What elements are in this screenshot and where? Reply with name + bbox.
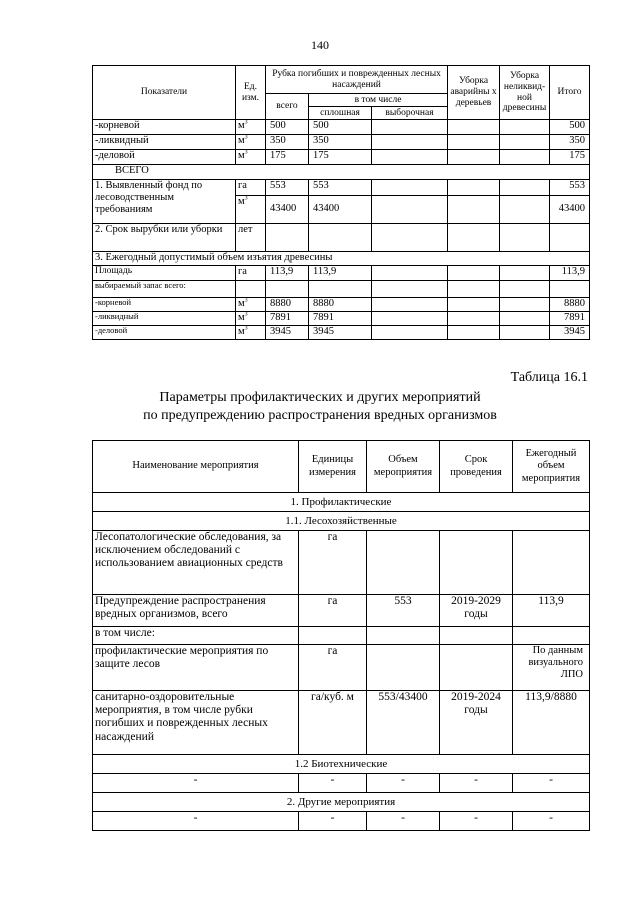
row-vsego: 7891 [266, 312, 309, 326]
ploshad-label: Площадь [93, 266, 236, 281]
measure-term: 2019-2024 годы [440, 691, 513, 755]
table-row [93, 298, 590, 312]
row-sploshnaya: 175 [309, 150, 372, 165]
header-annual: Ежегодный объем мероприятия [513, 441, 590, 493]
empty-dash: - [513, 812, 590, 831]
header-uborka-nelikvid: Уборка неликвид- ной древесины [500, 66, 550, 120]
measure-annual: 113,9/8880 [513, 691, 590, 755]
row-unit: $м^3$ [236, 312, 266, 326]
measures-table [92, 440, 590, 831]
section-1: 1. Профилактические [93, 493, 590, 512]
measure-volume: 553/43400 [367, 691, 440, 755]
row-unit: $м^3$ [236, 150, 266, 165]
empty-dash: - [440, 774, 513, 793]
empty-dash: - [513, 774, 590, 793]
table-row [93, 312, 590, 326]
empty-dash: - [93, 774, 299, 793]
ploshad-sploshnaya: 113,9 [309, 266, 372, 281]
row-sploshnaya: 7891 [309, 312, 372, 326]
header-vsego: всего [266, 94, 309, 120]
row-label: -ликвидный [93, 312, 236, 326]
srok-unit: лет [236, 224, 266, 252]
row-itogo: 8880 [550, 298, 590, 312]
row-itogo: 7891 [550, 312, 590, 326]
header-unit: Ед. изм. [236, 66, 266, 120]
row-label: -корневой [93, 298, 236, 312]
empty-dash: - [93, 812, 299, 831]
row-sploshnaya: 8880 [309, 298, 372, 312]
ploshad-unit: га [236, 266, 266, 281]
harvest-table [92, 65, 590, 340]
section-2: 2. Другие мероприятия [93, 793, 590, 812]
measure-unit: га [299, 595, 367, 627]
empty-dash: - [299, 812, 367, 831]
row-unit: $м^3$ [236, 120, 266, 135]
header-unit: Единицы измерения [299, 441, 367, 493]
table-row [93, 595, 590, 627]
row-unit: $м^3$ [236, 326, 266, 340]
row-label: -корневой [93, 120, 236, 135]
row-vsego: 8880 [266, 298, 309, 312]
header-volume: Объем мероприятия [367, 441, 440, 493]
row-label: -деловой [93, 150, 236, 165]
row-itogo: 3945 [550, 326, 590, 340]
table-row [93, 627, 590, 645]
row-itogo: 500 [550, 120, 590, 135]
empty-dash: - [367, 812, 440, 831]
fond-unit-ga: га [236, 180, 266, 196]
fond-unit-m3: $м^3$ [236, 196, 266, 224]
empty-dash: - [299, 774, 367, 793]
zapas-label: выбираемый запас всего: [93, 281, 236, 298]
measure-unit: га [299, 531, 367, 595]
row-label: -ликвидный [93, 135, 236, 150]
section-1-1: 1.1. Лесохозяйственные [93, 512, 590, 531]
vsego-heading: ВСЕГО [93, 165, 590, 180]
page-number: 140 [311, 38, 329, 52]
fond-itogo-m3: 43400 [550, 196, 590, 224]
ezhegod-heading: 3. Ежегодный допустимый объем изъятия древесины [93, 252, 590, 266]
row-sploshnaya: 3945 [309, 326, 372, 340]
measure-name: санитарно-оздоровительные мероприятия, в том числе рубки погибших и поврежденных лесных насаждений [93, 691, 299, 755]
row-unit: $м^3$ [236, 298, 266, 312]
fond-label: 1. Выявленный фонд по лесоводственным требованиям [93, 180, 236, 224]
row-itogo: 350 [550, 135, 590, 150]
header-term: Срок проведения [440, 441, 513, 493]
table-row [93, 691, 590, 755]
row-unit: $м^3$ [236, 135, 266, 150]
measure-unit: га [299, 645, 367, 691]
measure-annual: 113,9 [513, 595, 590, 627]
header-sploshnaya: сплошная [309, 107, 372, 120]
header-v-tom-chisle: в том числе [309, 94, 448, 107]
header-pokazateli: Показатели [93, 66, 236, 120]
header-vyborochnaya: выборочная [372, 107, 448, 120]
row-sploshnaya: 350 [309, 135, 372, 150]
table-row [93, 120, 590, 135]
fond-sploshnaya-m3: 43400 [309, 196, 372, 224]
measure-name: профилактические мероприятия по защите лесов [93, 645, 299, 691]
table-row [93, 645, 590, 691]
fond-sploshnaya-ga: 553 [309, 180, 372, 196]
empty-dash: - [440, 812, 513, 831]
table-title-line1: Параметры профилактических и других мероприятий [159, 390, 481, 405]
table-label: Таблица 16.1 [510, 370, 588, 385]
header-itogo: Итого [550, 66, 590, 120]
header-name: Наименование мероприятия [93, 441, 299, 493]
measure-name: Предупреждение распространения вредных организмов, всего [93, 595, 299, 627]
measure-name: в том числе: [93, 627, 299, 645]
row-sploshnaya: 500 [309, 120, 372, 135]
fond-vsego-ga: 553 [266, 180, 309, 196]
header-uborka-avar: Уборка аварийны х деревьев [448, 66, 500, 120]
table-row [93, 135, 590, 150]
ploshad-vsego: 113,9 [266, 266, 309, 281]
row-vsego: 350 [266, 135, 309, 150]
measure-volume: 553 [367, 595, 440, 627]
table-title-line2: по предупреждению распространения вредных организмов [143, 408, 497, 423]
measure-term: 2019-2029 годы [440, 595, 513, 627]
table-row [93, 531, 590, 595]
table-row [93, 774, 590, 793]
fond-vsego-m3: 43400 [266, 196, 309, 224]
row-vsego: 500 [266, 120, 309, 135]
row-itogo: 175 [550, 150, 590, 165]
section-1-2: 1.2 Биотехнические [93, 755, 590, 774]
empty-dash: - [367, 774, 440, 793]
row-vsego: 175 [266, 150, 309, 165]
srok-label: 2. Срок вырубки или уборки [93, 224, 236, 252]
table-row [93, 812, 590, 831]
table-row [93, 150, 590, 165]
table-row [93, 326, 590, 340]
fond-itogo-ga: 553 [550, 180, 590, 196]
ploshad-itogo: 113,9 [550, 266, 590, 281]
measure-unit: га/куб. м [299, 691, 367, 755]
row-label: -деловой [93, 326, 236, 340]
measure-annual: По данным визуального ЛПО [513, 645, 590, 691]
row-vsego: 3945 [266, 326, 309, 340]
header-rubka: Рубка погибших и поврежденных лесных насаждений [266, 66, 448, 94]
measure-name: Лесопатологические обследования, за исключением обследований с использованием авиационных средств [93, 531, 299, 595]
